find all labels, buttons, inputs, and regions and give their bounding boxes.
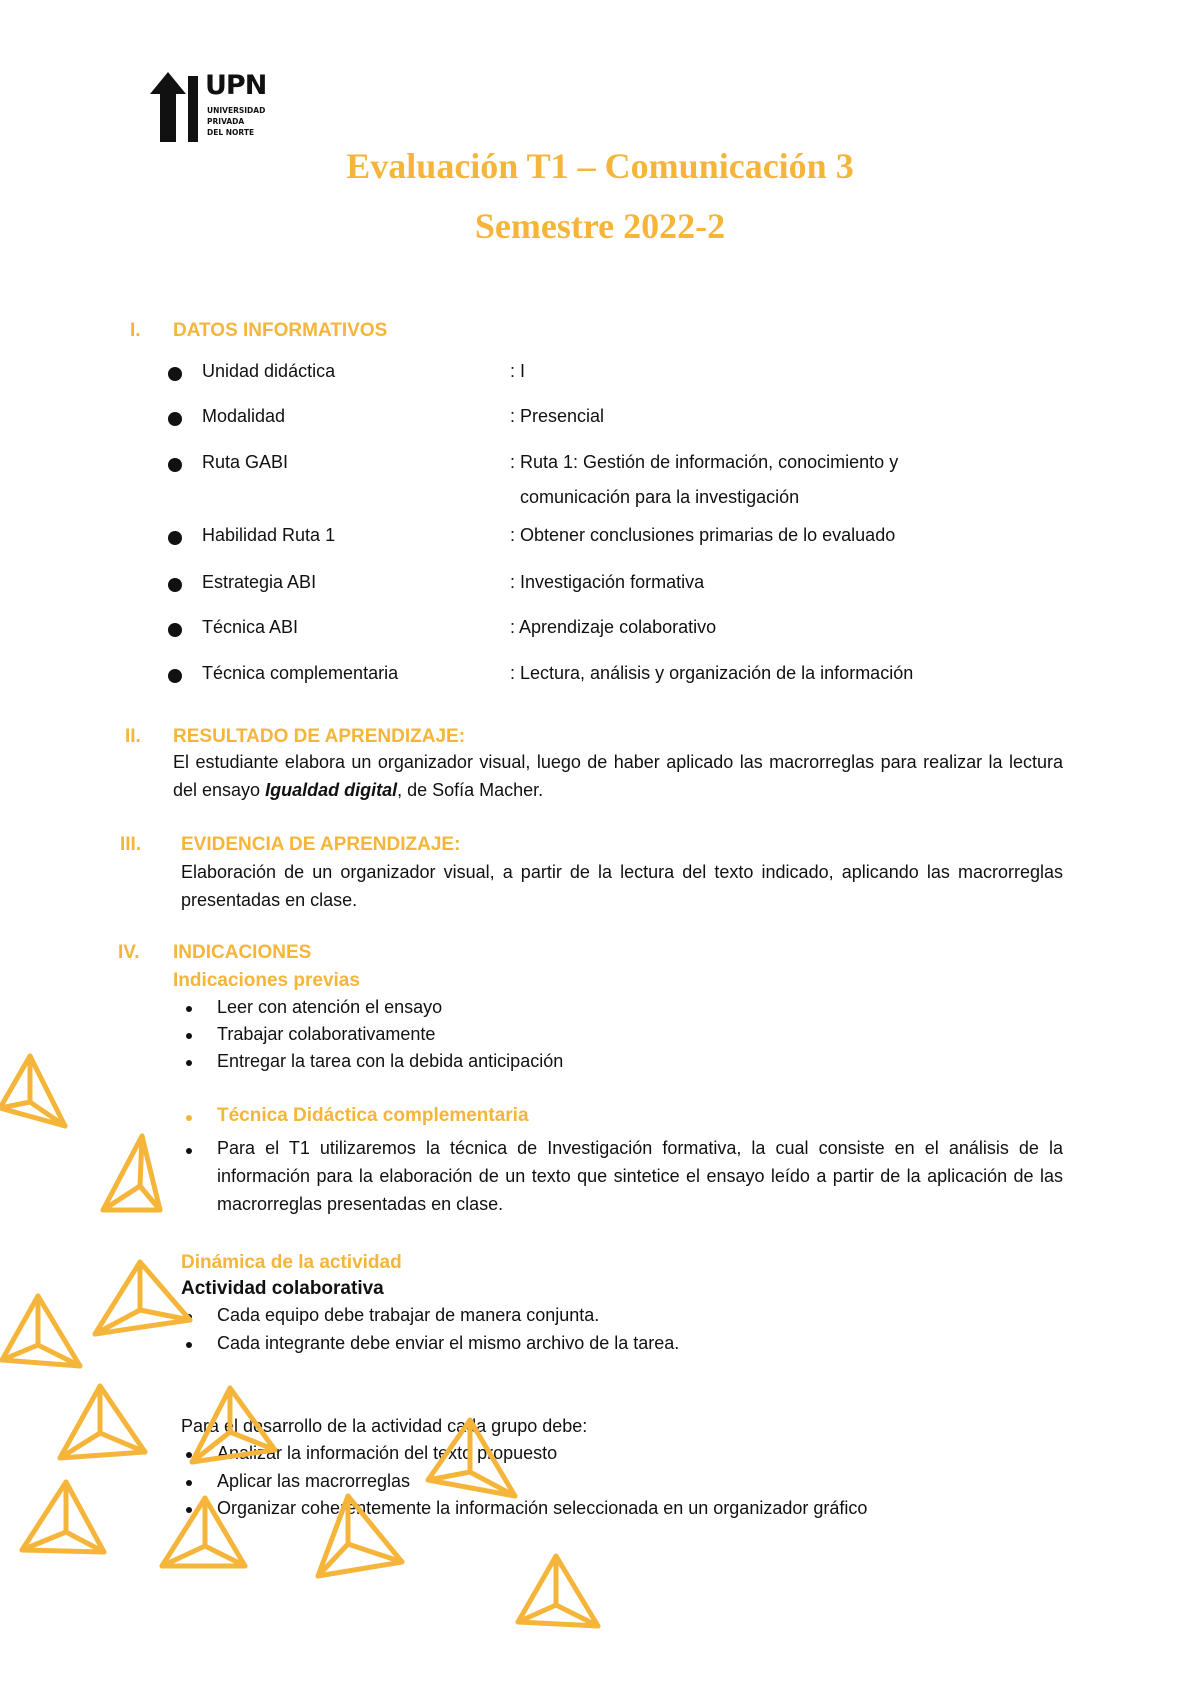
list-item: Analizar la información del texto propuesto xyxy=(217,1443,558,1463)
datos-label: Técnica complementaria xyxy=(202,663,399,683)
section-3-title: EVIDENCIA DE APRENDIZAJE: xyxy=(181,834,461,855)
section-2-title: RESULTADO DE APRENDIZAJE: xyxy=(173,726,466,747)
datos-value: : I xyxy=(510,361,526,381)
section-2-number: II. xyxy=(125,726,141,747)
list-item: Trabajar colaborativamente xyxy=(217,1024,436,1044)
bullet-icon xyxy=(186,1148,192,1154)
bullet-icon xyxy=(168,623,182,637)
bullet-icon xyxy=(168,669,182,683)
triangle-icon xyxy=(0,1056,65,1126)
bullet-icon xyxy=(186,1060,192,1066)
page-subtitle: Semestre 2022-2 xyxy=(474,206,726,246)
bullet-icon xyxy=(168,531,182,545)
section-4-number: IV. xyxy=(118,942,140,963)
list-item: Organizar coherentemente la información seleccionada en un organizador gráfico xyxy=(217,1498,868,1518)
datos-label: Técnica ABI xyxy=(202,617,299,637)
triangle-icon xyxy=(60,1386,145,1458)
logo-subtitle: UNIVERSIDAD PRIVADA DEL NORTE xyxy=(207,106,266,137)
section-4-title: INDICACIONES xyxy=(173,942,312,963)
datos-value: : Lectura, análisis y organización de la información xyxy=(510,663,914,683)
datos-label: Habilidad Ruta 1 xyxy=(202,525,336,545)
datos-label: Unidad didáctica xyxy=(202,361,336,381)
bullet-icon xyxy=(168,412,182,426)
section-3-text: Elaboración de un organizador visual, a partir de la lectura del texto indicado, aplicando las macrorreglas presentadas en clase. xyxy=(181,862,1063,910)
datos-value: : Presencial xyxy=(510,406,605,426)
bullet-icon xyxy=(186,1342,192,1348)
logo-arrow-icon xyxy=(150,72,186,142)
essay-title: Igualdad digital xyxy=(265,780,398,800)
bullet-icon xyxy=(186,1006,192,1012)
tecnica-title: Técnica Didáctica complementaria xyxy=(217,1105,529,1126)
triangle-icon xyxy=(22,1482,104,1552)
bullet-icon xyxy=(168,367,182,381)
bullet-icon xyxy=(186,1033,192,1039)
list-item: Cada equipo debe trabajar de manera conjunta. xyxy=(217,1305,600,1325)
list-item: Leer con atención el ensayo xyxy=(217,997,443,1017)
triangle-icon xyxy=(2,1296,80,1366)
section-2-text: El estudiante elabora un organizador visual, luego de haber aplicado las macrorreglas para realizar la lectura del ensayo Igualdad digital, de Sofía Macher. xyxy=(173,752,1063,800)
previas-title: Indicaciones previas xyxy=(173,970,360,991)
tecnica-text: Para el T1 utilizaremos la técnica de Investigación formativa, la cual consiste en el análisis de la información para la elaboración de un texto que sintetice el ensayo leído a partir de la aplicación de las macrorreglas presentadas en clase. xyxy=(217,1138,1063,1214)
bullet-icon xyxy=(186,1314,192,1320)
datos-value: : Aprendizaje colaborativo xyxy=(510,617,717,637)
actividad-title: Actividad colaborativa xyxy=(181,1278,384,1299)
desarrollo-intro: Para el desarrollo de la actividad cada grupo debe: xyxy=(181,1416,588,1436)
datos-label: Modalidad xyxy=(202,406,286,426)
logo-word: UPN xyxy=(205,70,267,101)
bullet-icon xyxy=(186,1480,192,1486)
list-item: Entregar la tarea con la debida anticipación xyxy=(217,1051,564,1071)
datos-label: Ruta GABI xyxy=(202,452,289,472)
list-item: Aplicar las macrorreglas xyxy=(217,1471,411,1491)
bullet-icon xyxy=(186,1115,192,1121)
datos-value: : Ruta 1: Gestión de información, conocimiento y xyxy=(510,452,899,472)
bullet-icon xyxy=(168,578,182,592)
bullet-icon xyxy=(186,1507,192,1513)
section-1-number: I. xyxy=(130,320,141,341)
datos-value: : Investigación formativa xyxy=(510,572,705,592)
bullet-icon xyxy=(168,458,182,472)
triangle-icon xyxy=(518,1556,598,1626)
list-item: Cada integrante debe enviar el mismo archivo de la tarea. xyxy=(217,1333,680,1353)
bullet-icon xyxy=(186,1452,192,1458)
datos-label: Estrategia ABI xyxy=(202,572,317,592)
logo-bar xyxy=(188,76,198,142)
dinamica-title: Dinámica de la actividad xyxy=(181,1252,402,1273)
datos-value: : Obtener conclusiones primarias de lo evaluado xyxy=(510,525,896,545)
triangle-icon xyxy=(95,1262,190,1334)
page-title: Evaluación T1 – Comunicación 3 xyxy=(346,146,854,186)
section-1-title: DATOS INFORMATIVOS xyxy=(173,320,388,341)
triangle-icon xyxy=(103,1136,160,1210)
datos-value-cont: comunicación para la investigación xyxy=(520,487,800,507)
section-3-number: III. xyxy=(120,834,142,855)
